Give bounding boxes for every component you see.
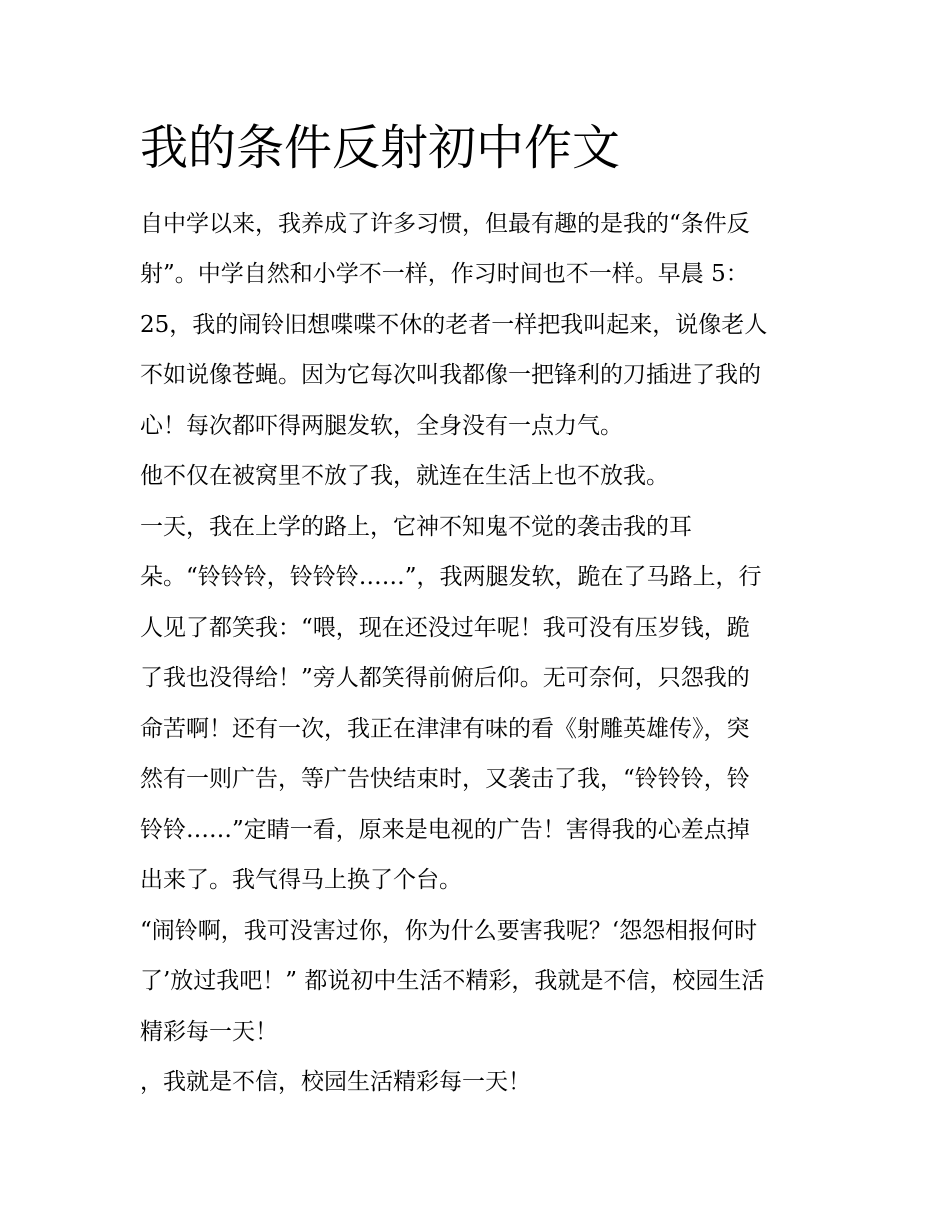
- body-line-1: 自中学以来，我养成了许多习惯，但最有趣的是我的“条件反: [140, 211, 750, 237]
- body-line-4: 不如说像苍蝇。因为它每次叫我都像一把锋利的刀插进了我的: [140, 362, 761, 388]
- body-line-3: 25，我的闹铃旧想喋喋不休的老者一样把我叫起来，说像老人: [140, 312, 768, 338]
- body-line-7: 一天，我在上学的路上，它神不知鬼不觉的袭击我的耳: [140, 514, 692, 540]
- body-line-13: 铃铃……”定睛一看，原来是电视的广告！害得我的心差点掉: [140, 817, 750, 843]
- body-line-18: ，我就是不信，校园生活精彩每一天！: [140, 1069, 531, 1095]
- body-line-16: 了’放过我吧！” 都说初中生活不精彩，我就是不信，校园生活: [140, 968, 765, 994]
- body-line-6: 他不仅在被窝里不放了我，就连在生活上也不放我。: [140, 463, 669, 489]
- body-line-10: 了我也没得给！”旁人都笑得前俯后仰。无可奈何，只怨我的: [140, 665, 750, 691]
- body-line-15: “闹铃啊，我可没害过你，你为什么要害我呢？‘怨怨相报何时: [140, 918, 758, 944]
- body-line-8: 朵。“铃铃铃，铃铃铃……”，我两腿发软，跪在了马路上，行: [140, 564, 762, 590]
- document-title: 我的条件反射初中作文: [140, 120, 621, 176]
- body-line-17: 精彩每一天！: [140, 1019, 278, 1045]
- body-line-11: 命苦啊！还有一次，我正在津津有味的看《射雕英雄传》，突: [140, 716, 750, 742]
- body-line-2: 射”。中学自然和小学不一样，作习时间也不一样。早晨 5：: [140, 261, 749, 287]
- body-line-14: 出来了。我气得马上换了个台。: [140, 867, 462, 893]
- body-line-5: 心！每次都吓得两腿发软，全身没有一点力气。: [140, 413, 623, 439]
- body-line-12: 然有一则广告，等广告快结束时，又袭击了我，“铃铃铃，铃: [140, 766, 750, 792]
- body-line-9: 人见了都笑我：“喂，现在还没过年呢！我可没有压岁钱，跪: [140, 615, 750, 641]
